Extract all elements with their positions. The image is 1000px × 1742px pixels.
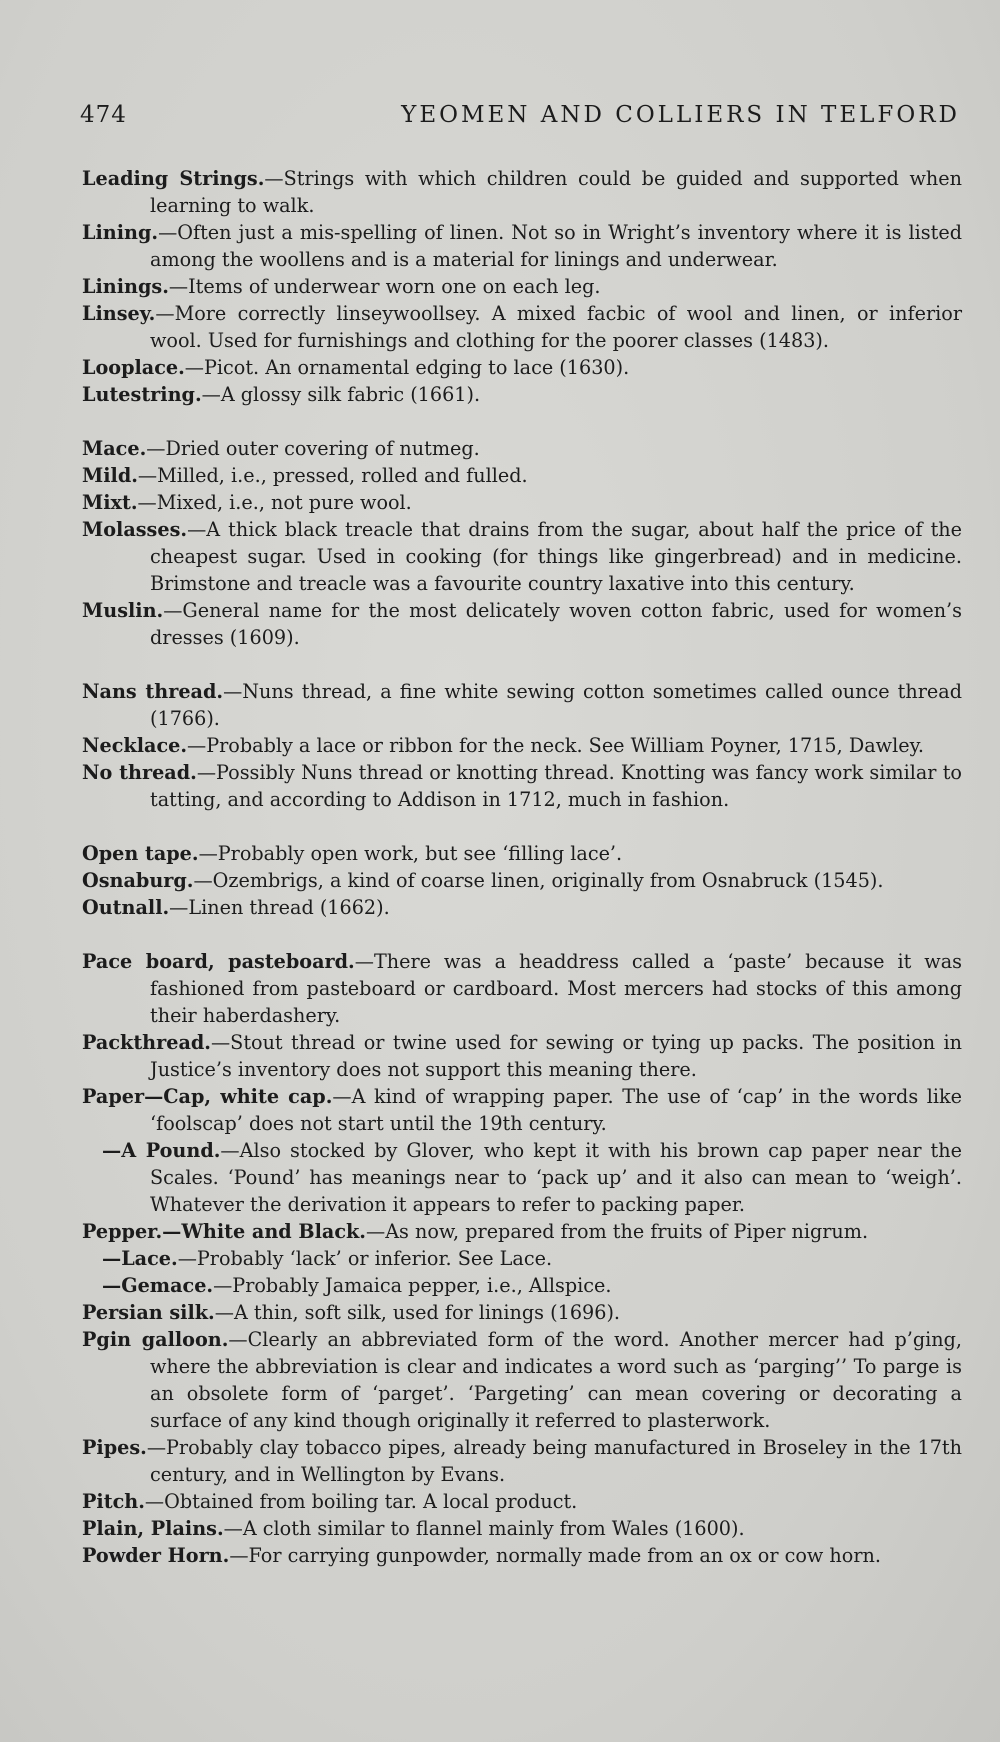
glossary-entry bbox=[82, 1542, 962, 1569]
entry-definition: —Often just a mis-spelling of linen. Not so in Wright’s inventory where it is listed among the woollens and is a material for linings and underwear. bbox=[150, 221, 962, 271]
glossary-group bbox=[82, 165, 962, 408]
glossary-entry bbox=[82, 300, 962, 354]
entry-definition: —Ozembrigs, a kind of coarse linen, originally from Osnabruck (1545). bbox=[193, 869, 884, 892]
glossary-entry bbox=[82, 1083, 962, 1137]
entry-definition: —Probably Jamaica pepper, i.e., Allspice. bbox=[213, 1274, 612, 1297]
entry-term: Pace board, pasteboard. bbox=[82, 950, 355, 973]
entry-definition: —Milled, i.e., pressed, rolled and fulled. bbox=[137, 464, 528, 487]
entry-definition: —Items of underwear worn one on each leg. bbox=[168, 275, 601, 298]
entry-term: Plain, Plains. bbox=[82, 1517, 224, 1540]
entry-term: Pgin galloon. bbox=[82, 1328, 229, 1351]
glossary-entry bbox=[82, 1218, 962, 1245]
entry-term: Outnall. bbox=[82, 896, 170, 919]
entry-definition: —General name for the most delicately woven cotton fabric, used for women’s dresses (1609). bbox=[150, 599, 962, 649]
entry-definition: —Dried outer covering of nutmeg. bbox=[146, 437, 480, 460]
entry-definition: —A glossy silk fabric (1661). bbox=[201, 383, 481, 406]
entry-term: Open tape. bbox=[82, 842, 199, 865]
entry-term: —Gemace. bbox=[102, 1274, 214, 1297]
glossary-entry bbox=[82, 759, 962, 813]
glossary-entry bbox=[82, 381, 962, 408]
entry-term: Linings. bbox=[82, 275, 169, 298]
entry-term: Lutestring. bbox=[82, 383, 202, 406]
glossary-entry bbox=[82, 489, 962, 516]
entry-term: Pipes. bbox=[82, 1436, 147, 1459]
entry-definition: —Probably a lace or ribbon for the neck. See William Poyner, 1715, Dawley. bbox=[187, 734, 924, 757]
entry-term: —A Pound. bbox=[102, 1139, 221, 1162]
entry-term: Osnaburg. bbox=[82, 869, 194, 892]
entry-term: Mace. bbox=[82, 437, 147, 460]
glossary-entry bbox=[82, 1299, 962, 1326]
entry-definition: —Nuns thread, a fine white sewing cotton sometimes called ounce thread (1766). bbox=[150, 680, 962, 730]
entry-definition: —Stout thread or twine used for sewing or tying up packs. The position in Justice’s inventory does not support this meaning there. bbox=[150, 1031, 962, 1081]
glossary-entry bbox=[82, 435, 962, 462]
entry-term: Mild. bbox=[82, 464, 138, 487]
entry-definition: —Picot. An ornamental edging to lace (1630). bbox=[184, 356, 630, 379]
entry-definition: —Clearly an abbreviated form of the word. Another mercer had p’ging, where the abbreviation is clear and indicates a word such as ‘parging’’ To parge is an obsolete form of ‘parget’. ‘Pargeting’ can mean covering or decorating a surface of any kind though originally it referred to plasterwork. bbox=[150, 1328, 963, 1432]
glossary-entry bbox=[82, 840, 962, 867]
entry-term: Pitch. bbox=[82, 1490, 145, 1513]
entry-term: Molasses. bbox=[82, 518, 188, 541]
entry-definition: —Probably ‘lack’ or inferior. See Lace. bbox=[177, 1247, 553, 1270]
entry-term: Paper—Cap, white cap. bbox=[82, 1085, 333, 1108]
entry-term: Lining. bbox=[82, 221, 159, 244]
entry-definition: —A thick black treacle that drains from the sugar, about half the price of the cheapest sugar. Used in cooking (for things like gingerbread) and in medicine. Brimstone and treacle was a favourite country laxative into this century. bbox=[150, 518, 962, 595]
entry-term: Mixt. bbox=[82, 491, 138, 514]
glossary-group bbox=[82, 678, 962, 813]
entry-term: Looplace. bbox=[82, 356, 185, 379]
glossary-entry bbox=[82, 1029, 962, 1083]
glossary-entry bbox=[82, 867, 962, 894]
entry-term: Muslin. bbox=[82, 599, 164, 622]
page-number: 474 bbox=[80, 102, 127, 128]
glossary-group bbox=[82, 840, 962, 921]
glossary-entry bbox=[82, 1137, 962, 1218]
entry-definition: —Linen thread (1662). bbox=[169, 896, 390, 919]
entry-definition: —A cloth similar to flannel mainly from Wales (1600). bbox=[223, 1517, 745, 1540]
glossary-entry bbox=[82, 1326, 962, 1434]
entry-definition: —There was a headdress called a ‘paste’ because it was fashioned from pasteboard or cardboard. Most mercers had stocks of this among their haberdashery. bbox=[150, 950, 962, 1027]
entry-definition: —Mixed, i.e., not pure wool. bbox=[137, 491, 412, 514]
entry-definition: —A kind of wrapping paper. The use of ‘cap’ in the words like ‘foolscap’ does not start until the 19th century. bbox=[150, 1085, 963, 1135]
entry-definition: —Strings with which children could be guided and supported when learning to walk. bbox=[150, 167, 962, 217]
group-spacer bbox=[82, 408, 962, 435]
entry-definition: —More correctly linseywoollsey. A mixed facbic of wool and linen, or inferior wool. Used for furnishings and clothing for the poorer classes (1483). bbox=[150, 302, 962, 352]
glossary-entry bbox=[82, 516, 962, 597]
glossary-entry bbox=[82, 1515, 962, 1542]
glossary-entry bbox=[82, 894, 962, 921]
entry-term: Necklace. bbox=[82, 734, 188, 757]
group-spacer bbox=[82, 921, 962, 948]
entry-definition: —As now, prepared from the fruits of Piper nigrum. bbox=[366, 1220, 869, 1243]
entry-term: Persian silk. bbox=[82, 1301, 215, 1324]
entry-definition: —For carrying gunpowder, normally made from an ox or cow horn. bbox=[229, 1544, 881, 1567]
glossary-entry bbox=[82, 462, 962, 489]
glossary-entry bbox=[82, 597, 962, 651]
group-spacer bbox=[82, 813, 962, 840]
glossary-entry bbox=[82, 1245, 962, 1272]
running-head: YEOMEN AND COLLIERS IN TELFORD bbox=[401, 102, 960, 128]
entry-definition: —Obtained from boiling tar. A local product. bbox=[144, 1490, 578, 1513]
glossary-entry bbox=[82, 1272, 962, 1299]
group-spacer bbox=[82, 651, 962, 678]
glossary-entry bbox=[82, 678, 962, 732]
entry-term: No thread. bbox=[82, 761, 197, 784]
glossary-entry bbox=[82, 165, 962, 219]
glossary-group bbox=[82, 435, 962, 651]
entry-term: Leading Strings. bbox=[82, 167, 265, 190]
glossary-list bbox=[82, 165, 962, 1569]
entry-term: —Lace. bbox=[102, 1247, 178, 1270]
entry-definition: —Also stocked by Glover, who kept it with his brown cap paper near the Scales. ‘Pound’ has meanings near to ‘pack up’ and it also can mean to ‘weigh’. Whatever the derivation it appears to refer to packing paper. bbox=[150, 1139, 962, 1216]
entry-definition: —Probably clay tobacco pipes, already being manufactured in Broseley in the 17th century, and in Wellington by Evans. bbox=[146, 1436, 962, 1486]
entry-term: Nans thread. bbox=[82, 680, 224, 703]
glossary-entry bbox=[82, 273, 962, 300]
page-header bbox=[80, 102, 960, 138]
entry-definition: —A thin, soft silk, used for linings (1696). bbox=[214, 1301, 621, 1324]
glossary-entry bbox=[82, 1434, 962, 1488]
glossary-entry bbox=[82, 948, 962, 1029]
entry-term: Linsey. bbox=[82, 302, 156, 325]
glossary-entry bbox=[82, 219, 962, 273]
entry-term: Powder Horn. bbox=[82, 1544, 230, 1567]
glossary-group bbox=[82, 948, 962, 1569]
entry-term: Packthread. bbox=[82, 1031, 211, 1054]
entry-term: Pepper.—White and Black. bbox=[82, 1220, 366, 1243]
entry-definition: —Probably open work, but see ‘filling lace’. bbox=[198, 842, 623, 865]
glossary-entry bbox=[82, 732, 962, 759]
entry-definition: —Possibly Nuns thread or knotting thread. Knotting was fancy work similar to tatting, and according to Addison in 1712, much in fashion. bbox=[150, 761, 962, 811]
glossary-entry bbox=[82, 354, 962, 381]
glossary-entry bbox=[82, 1488, 962, 1515]
